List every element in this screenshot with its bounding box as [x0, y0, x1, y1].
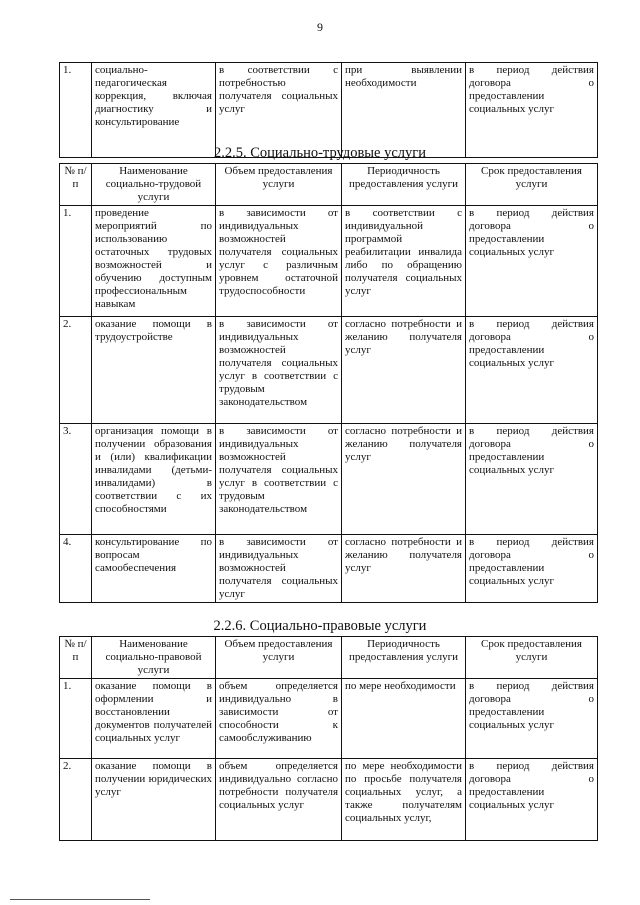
table-row	[60, 759, 598, 841]
table-header-row	[60, 637, 598, 679]
section-title-social-legal: 2.2.6. Социально-правовые услуги	[213, 618, 427, 634]
cell-period: в соответствии с индивидуальной программой реабилитации инвалида либо по обращению получателя социальных услуг	[342, 206, 466, 317]
cell-name: проведение мероприятий по использованию остаточных трудовых возможностей и обучению доступным профессиональным навыкам	[92, 206, 216, 317]
cell-period: согласно потребности и желанию получателя услуг	[342, 424, 466, 535]
header-volume: Объем предоставления услуги	[216, 637, 342, 679]
header-period: Периодичность предоставления услуги	[342, 637, 466, 679]
cell-term: в период действия договора о предоставлении социальных услуг	[466, 679, 598, 759]
cell-num: 1.	[60, 679, 92, 759]
cell-period: по мере необходимости	[342, 679, 466, 759]
cell-volume: объем определяется индивидуально в зависимости от способности к самообслуживанию	[216, 679, 342, 759]
cell-period: согласно потребности и желанию получателя услуг	[342, 535, 466, 603]
cell-term: в период действия договора о предоставлении социальных услуг	[466, 63, 598, 158]
cell-term: в период действия договора о предоставлении социальных услуг	[466, 206, 598, 317]
header-volume: Объем предоставления услуги	[216, 164, 342, 206]
header-term: Срок предоставления услуги	[466, 637, 598, 679]
header-num: № п/п	[60, 637, 92, 679]
cell-term: в период действия договора о предоставлении социальных услуг	[466, 535, 598, 603]
footer-divider	[10, 899, 150, 900]
cell-name: оказание помощи в получении юридических услуг	[92, 759, 216, 841]
cell-period: при выявлении необходимости	[342, 63, 466, 158]
header-term: Срок предоставления услуги	[466, 164, 598, 206]
cell-name: оказание помощи в трудоустройстве	[92, 317, 216, 424]
cell-num: 3.	[60, 424, 92, 535]
table-row	[60, 679, 598, 759]
cell-period: по мере необходимости по просьбе получателя социальных услуг, а также получателям социальных услуг,	[342, 759, 466, 841]
cell-volume: в соответствии с потребностью получателя социальных услуг	[216, 63, 342, 158]
cell-num: 4.	[60, 535, 92, 603]
cell-num: 1.	[60, 63, 92, 158]
cell-num: 1.	[60, 206, 92, 317]
cell-term: в период действия договора о предоставлении социальных услуг	[466, 317, 598, 424]
cell-name: организация помощи в получении образования и (или) квалификации инвалидами (детьми-инвалидами) в соответствии с их способностями	[92, 424, 216, 535]
section-title-social-labor: 2.2.5. Социально-трудовые услуги	[213, 145, 426, 161]
cell-name: консультирование по вопросам самообеспечения	[92, 535, 216, 603]
cell-period: согласно потребности и желанию получателя услуг	[342, 317, 466, 424]
table-row	[60, 535, 598, 603]
page-number: 9	[317, 20, 323, 34]
table-row	[60, 317, 598, 424]
cell-volume: в зависимости от индивидуальных возможностей получателя социальных услуг	[216, 535, 342, 603]
cell-volume: в зависимости от индивидуальных возможностей получателя социальных услуг в соответствии с трудовым законодательством	[216, 424, 342, 535]
table-row	[60, 424, 598, 535]
cell-name: социально-педагогическая коррекция, включая диагностику и консультирование	[92, 63, 216, 158]
cell-volume: в зависимости от индивидуальных возможностей получателя социальных услуг в соответствии с трудовым законодательством	[216, 317, 342, 424]
header-name: Наименование социально-трудовой услуги	[92, 164, 216, 206]
cell-volume: в зависимости от индивидуальных возможностей получателя социальных услуг с различным уровнем остаточной трудоспособности	[216, 206, 342, 317]
cell-term: в период действия договора о предоставлении социальных услуг	[466, 424, 598, 535]
table-continuation	[59, 62, 598, 158]
cell-name: оказание помощи в оформлении и восстановлении документов получателей социальных услуг	[92, 679, 216, 759]
cell-term: в период действия договора о предоставлении социальных услуг	[466, 759, 598, 841]
cell-num: 2.	[60, 759, 92, 841]
header-name: Наименование социально-правовой услуги	[92, 637, 216, 679]
table-row	[60, 63, 598, 158]
cell-num: 2.	[60, 317, 92, 424]
cell-volume: объем определяется индивидуально согласно потребности получателя социальных услуг	[216, 759, 342, 841]
table-header-row	[60, 164, 598, 206]
header-num: № п/п	[60, 164, 92, 206]
header-period: Периодичность предоставления услуги	[342, 164, 466, 206]
table-row	[60, 206, 598, 317]
table-social-legal	[59, 636, 598, 841]
table-social-labor	[59, 163, 598, 603]
